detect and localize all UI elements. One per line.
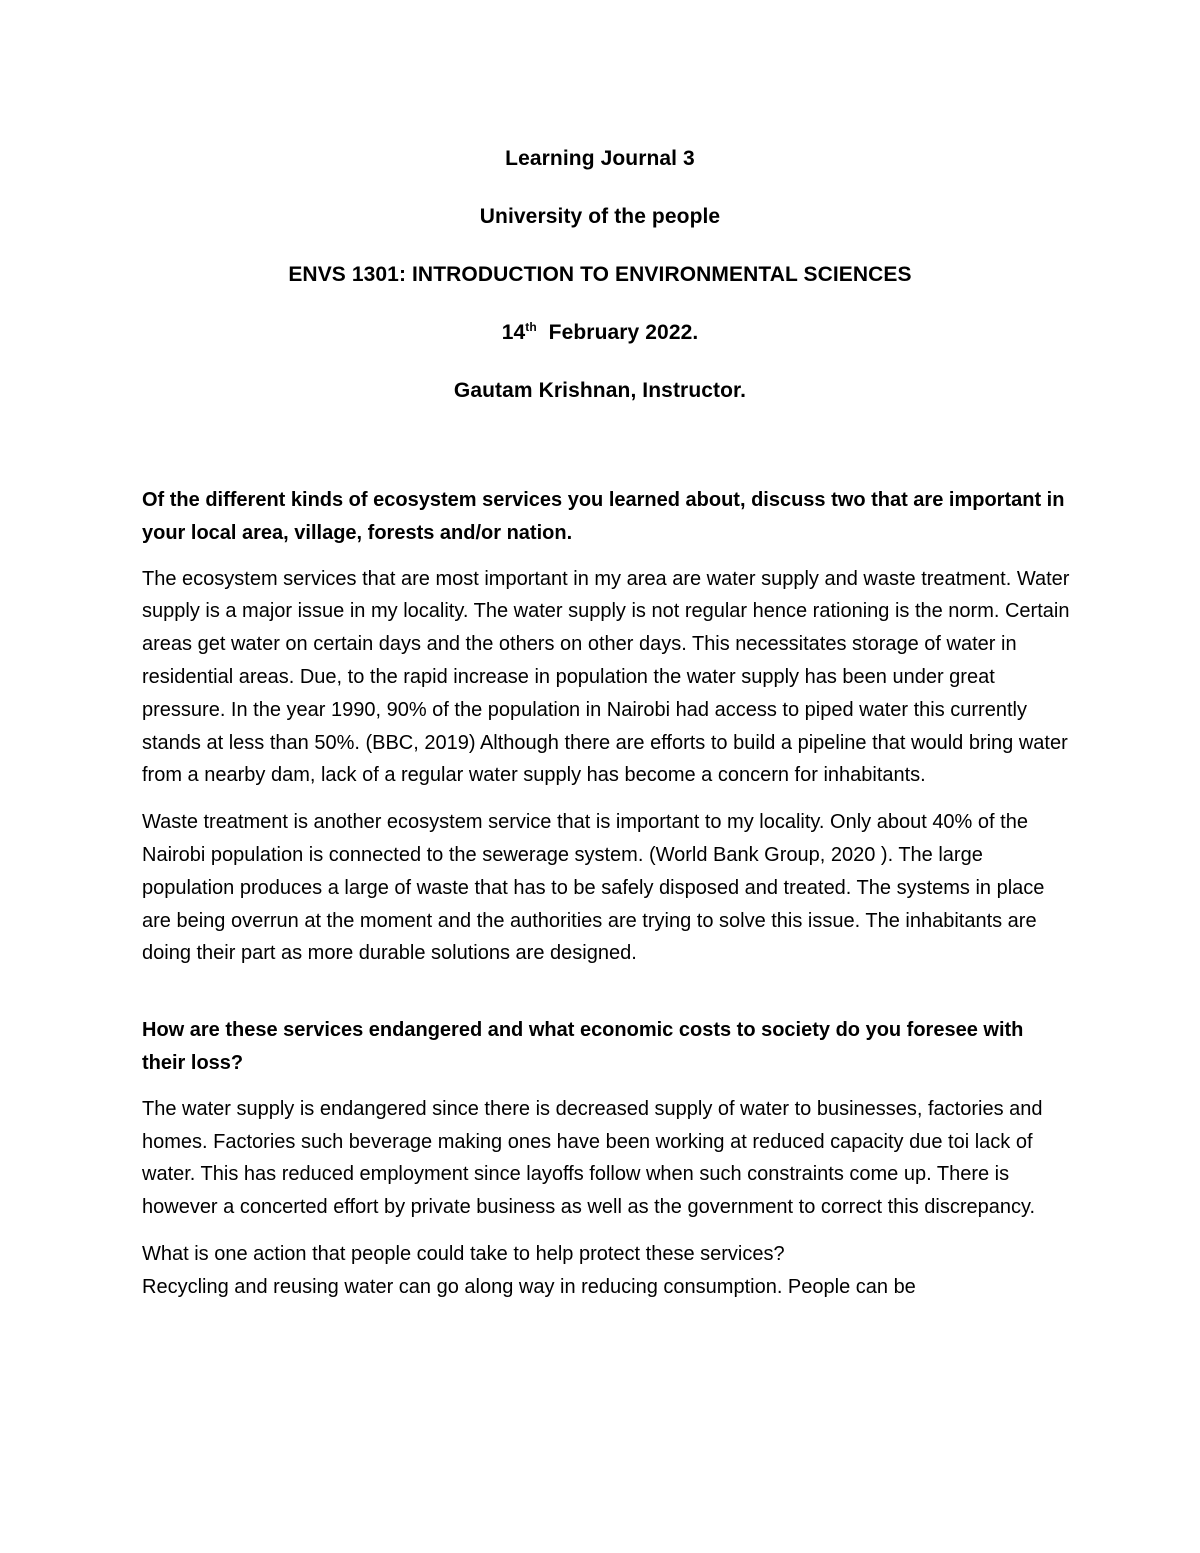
question-3: What is one action that people could take to help protect these services? (142, 1242, 785, 1265)
date-day: 14 (501, 321, 526, 344)
question-2: How are these services endangered and what economic costs to society do you foresee with their loss? (142, 1019, 1024, 1074)
paragraph-1-1: The ecosystem services that are most important in my area are water supply and waste treatment. Water supply is a major issue in my locality. The water supply is not regular hence rationing is the norm. Certain areas get water on certain days and the others on other days. This necessitates storage of water in residential areas. Due, to the rapid increase in population the water supply has been under great pressure. In the year 1990, 90% of the population in Nairobi had access to piped water this currently stands at less than 50%. (BBC, 2019) Although there are efforts to build a pipeline that would bring water from a nearby dam, lack of a regular water supply has become a concern for inhabitants. (142, 567, 1070, 787)
paragraph-3-1: Recycling and reusing water can go along way in reducing consumption. People can be (142, 1275, 916, 1298)
date-suffix: th (525, 320, 537, 334)
date-rest: February 2022. (548, 321, 699, 344)
section-gap (142, 984, 1072, 1014)
question-1: Of the different kinds of ecosystem services you learned about, discuss two that are important in your local area, village, forests and/or nation. (142, 489, 1065, 544)
document-date (0, 318, 1200, 348)
paragraph-1-2: Waste treatment is another ecosystem service that is important to my locality. Only about 40% of the Nairobi population is connected to the sewerage system. (World Bank Group, 2020 ). The large population produces a large of waste that has to be safely disposed and treated. The systems in place are being overrun at the moment and the authorities are trying to solve this issue. The inhabitants are doing their part as more durable solutions are designed. (142, 811, 1045, 965)
document-body (142, 484, 1072, 1304)
course-name: ENVS 1301: INTRODUCTION TO ENVIRONMENTAL SCIENCES (288, 263, 912, 286)
institution-name: University of the people (479, 205, 721, 228)
paragraph-2-1: The water supply is endangered since there is decreased supply of water to businesses, factories and homes. Factories such beverage making ones have been working at reduced capacity due toi lack of water. This has reduced employment since layoffs follow when such constraints come up. There is however a concerted effort by private business as well as the government to correct this discrepancy. (142, 1097, 1043, 1219)
journal-title: Learning Journal 3 (505, 147, 695, 170)
instructor-name: Gautam Krishnan, Instructor. (453, 379, 747, 402)
title-block (0, 144, 1200, 434)
